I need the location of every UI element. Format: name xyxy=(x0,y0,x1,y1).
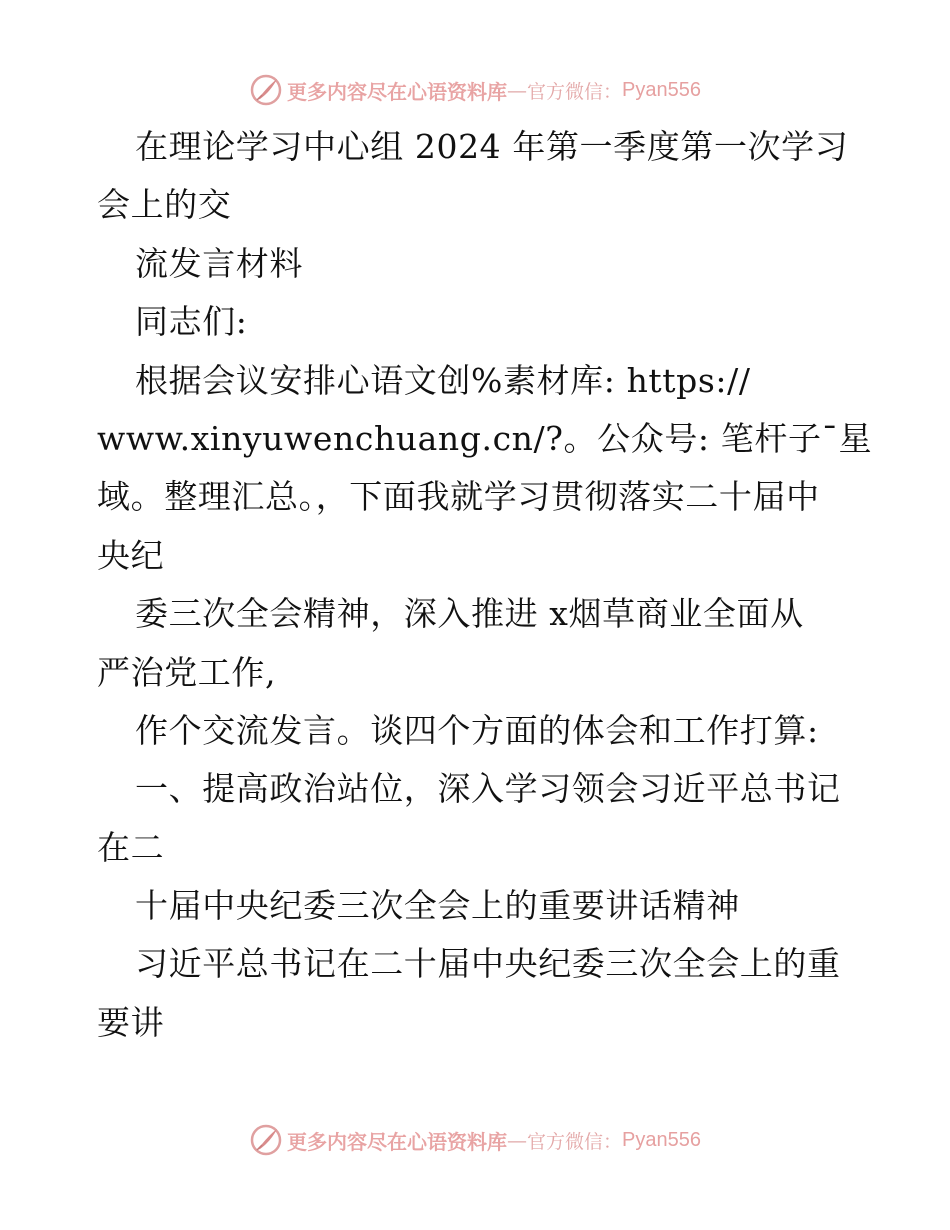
paragraph-line: 根据会议安排心语文创%素材库: https:// xyxy=(135,360,751,400)
paragraph-line: 域。整理汇总。，下面我就学习贯彻落实二十届中 xyxy=(97,477,820,517)
title-line-2: 会上的交 xyxy=(97,185,232,225)
title-line-1: 在理论学习中心组 2024 年第一季度第一次学习 xyxy=(135,127,849,166)
paragraph-line: 央纪 xyxy=(97,535,165,575)
paragraph-line: 严治党工作, xyxy=(97,652,277,692)
section-heading-line: 一、提高政治站位，深入学习领会习近平总书记 xyxy=(135,769,841,809)
paragraph-line: 习近平总书记在二十届中央纪委三次全会上的重 xyxy=(135,944,841,984)
quill-pen-logo-icon xyxy=(249,1123,283,1157)
paragraph-line: www.xinyuwenchuang.cn/?。公众号: 笔杆子¯星 xyxy=(97,418,873,458)
title-line-3: 流发言材料 xyxy=(135,243,303,283)
watermark-text: 更多内容尽在心语资料库 xyxy=(287,79,507,104)
paragraph-line: 委三次全会精神，深入推进 x烟草商业全面从 xyxy=(135,594,804,634)
salutation: 同志们: xyxy=(135,302,248,342)
paragraph-line: 作个交流发言。谈四个方面的体会和工作打算: xyxy=(135,710,819,750)
watermark-wechat-id: Pyan556 xyxy=(622,1128,701,1151)
header-watermark xyxy=(0,70,950,110)
document-body xyxy=(97,118,873,1052)
section-heading-line: 在二 xyxy=(97,827,165,867)
quill-pen-logo-icon xyxy=(249,73,283,107)
watermark-label: 官方微信： xyxy=(527,1130,623,1153)
watermark-label: 官方微信： xyxy=(527,80,623,103)
watermark-dash: — xyxy=(507,78,527,102)
watermark-wechat-id: Pyan556 xyxy=(622,78,701,101)
watermark-dash: — xyxy=(507,1128,527,1152)
paragraph-line: 要讲 xyxy=(97,1002,165,1042)
footer-watermark xyxy=(0,1120,950,1160)
watermark-text: 更多内容尽在心语资料库 xyxy=(287,1129,507,1154)
section-heading-line: 十届中央纪委三次全会上的重要讲话精神 xyxy=(135,886,740,926)
